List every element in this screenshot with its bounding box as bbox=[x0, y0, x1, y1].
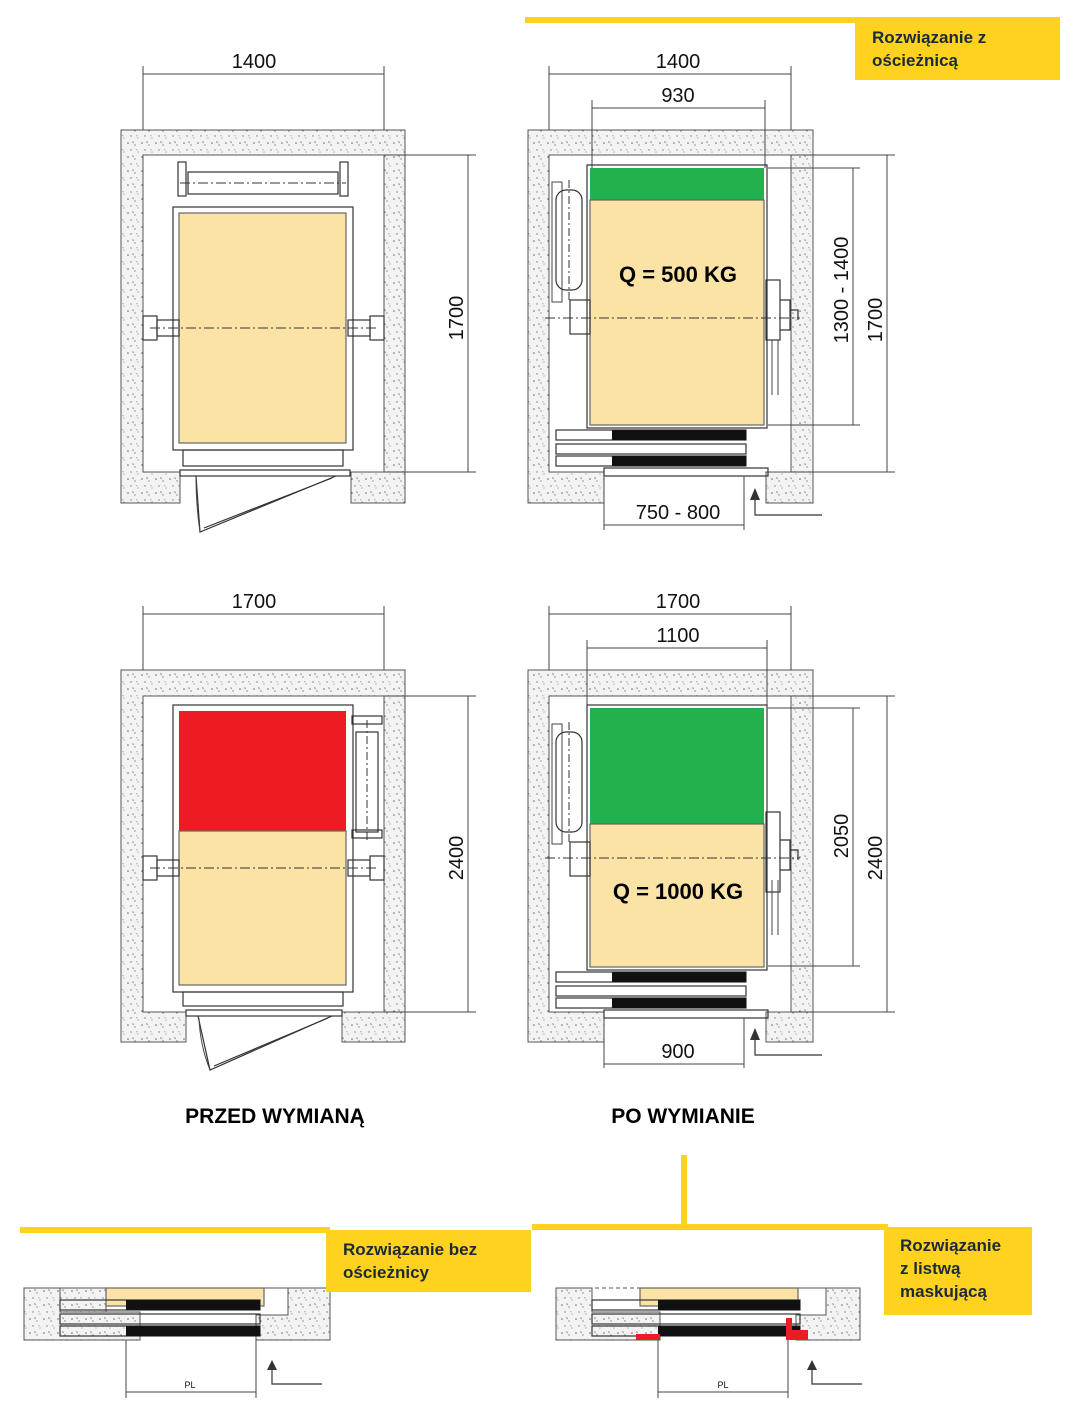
car-floor bbox=[590, 200, 764, 425]
car-extension-green bbox=[590, 168, 764, 200]
tag-line-3: maskującą bbox=[900, 1282, 987, 1301]
tag-line-2: ościeżnicą bbox=[872, 51, 958, 70]
swing-door bbox=[198, 1016, 332, 1070]
dim-shaft-width: 1400 bbox=[655, 51, 701, 73]
tag-line-1: Rozwiązanie z bbox=[872, 28, 987, 47]
dim-shaft-depth: 1700 bbox=[446, 295, 468, 341]
arrow-icon bbox=[807, 1360, 817, 1370]
dim-car-width: 1100 bbox=[656, 625, 700, 647]
tag-mask-strip-solution bbox=[884, 1227, 1032, 1315]
plan-before-small bbox=[121, 51, 476, 532]
tag-line-2: z listwą bbox=[900, 1259, 961, 1278]
tag-line-1: Rozwiązanie bez bbox=[343, 1240, 478, 1259]
car-part-removed-red bbox=[179, 711, 346, 831]
plan-before-large bbox=[121, 591, 476, 1070]
plan-after-large bbox=[528, 591, 895, 1068]
detail-mask-strip bbox=[556, 1288, 862, 1398]
tag-no-frame-solution bbox=[326, 1230, 531, 1292]
load-label: Q = 1000 KG bbox=[612, 879, 744, 904]
arrow-icon bbox=[267, 1360, 277, 1370]
arrow-icon bbox=[750, 488, 760, 500]
dim-shaft-width: 1700 bbox=[231, 591, 277, 613]
tag-frame-solution bbox=[525, 17, 1060, 80]
load-label: Q = 500 KG bbox=[618, 262, 738, 287]
dim-shaft-width: 1400 bbox=[231, 51, 277, 73]
car-floor bbox=[179, 831, 346, 985]
dim-car-depth: 1300 - 1400 bbox=[831, 236, 853, 344]
tag-line-1: Rozwiązanie bbox=[900, 1236, 1002, 1255]
car-sill bbox=[183, 450, 343, 466]
dim-shaft-depth: 2400 bbox=[865, 835, 887, 881]
tag-line-2: ościeżnicy bbox=[343, 1263, 429, 1282]
caption-before: PRZED WYMIANĄ bbox=[185, 1105, 365, 1128]
dim-car-width: 930 bbox=[661, 85, 695, 107]
guide-rail-right bbox=[766, 280, 780, 340]
dim-shaft-width: 1700 bbox=[655, 591, 701, 613]
dim-shaft-depth: 1700 bbox=[865, 297, 887, 343]
dim-door: 900 bbox=[661, 1041, 695, 1063]
car-sill bbox=[183, 992, 343, 1006]
detail-no-frame bbox=[24, 1288, 330, 1398]
dim-car-depth: 2050 bbox=[831, 813, 853, 859]
dim-door: PL bbox=[184, 1380, 196, 1390]
caption-after: PO WYMIANIE bbox=[611, 1105, 755, 1128]
shaft-wall bbox=[256, 1288, 330, 1340]
arrow-icon bbox=[750, 1028, 760, 1040]
dim-door: PL bbox=[717, 1380, 729, 1390]
plan-after-small bbox=[528, 51, 895, 530]
dim-door: 750 - 800 bbox=[635, 502, 721, 524]
dim-shaft-depth: 2400 bbox=[446, 835, 468, 881]
mask-strip-left bbox=[636, 1334, 660, 1340]
car-extension-green bbox=[590, 708, 764, 824]
